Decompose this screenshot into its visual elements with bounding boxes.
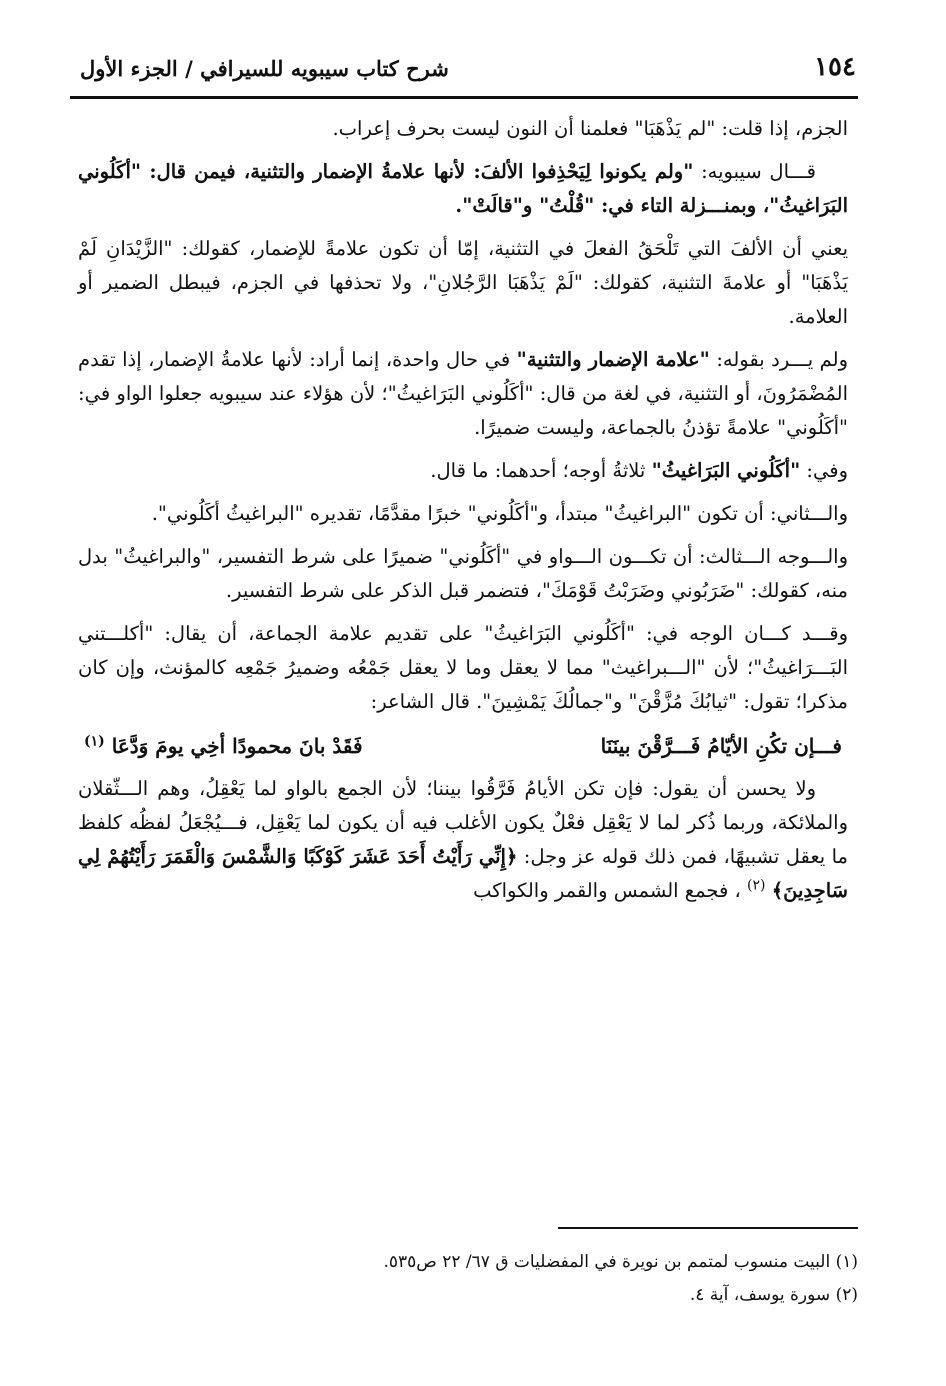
footnote-rule	[558, 1227, 858, 1229]
main-text	[78, 112, 848, 917]
text-run: ثلاثةُ أوجه؛ أحدهما: ما قال.	[430, 459, 652, 482]
verse-first-hemistich: فـــإن تكُنِ الأيّامُ فَـــرَّقْنَ بينَنَا	[600, 734, 842, 758]
paragraph	[78, 454, 848, 488]
quote-intro: قـــال سيبويه:	[693, 160, 816, 183]
page-number: ١٥٤	[814, 52, 856, 82]
header-rule	[70, 96, 858, 99]
running-title: شرح كتاب سيبويه للسيرافي / الجزء الأول	[80, 56, 449, 81]
paragraph: والـــوجه الـــثالث: أن تكـــون الـــواو في "أكَلُوني" ضميرًا على شرط التفسير، "والبراغيثُ" بدل منه، كقولك: "ضَرَبُوني وضَرَبْتُ قَوْمَكَ"، فتضمر قبل الذكر على شرط التفسير.	[78, 545, 848, 602]
paragraph: يعني أن الألفَ التي تَلْحَقُ الفعلَ في التثنية، إمّا أن تكون علامةً للإضمار، كقولك: "الزَّيْدَانِ لَمْ يَذْهَبَا" أو علامةَ التثنية، كقولك: "لَمْ يَذْهَبَا الرَّجُلانِ"، ولا تحذفها في الجزم، فيبطل الضمير أو العلامة.	[78, 237, 848, 328]
footnote-ref-2: (٢)	[747, 877, 766, 894]
paragraph	[78, 772, 848, 908]
verse-text: فَقَدْ بانَ محمودًا أخِي يومَ وَدَّعَا	[111, 734, 363, 758]
footnote-1: (١) البيت منسوب لمتمم بن نويرة في المفضليات ق ٦٧/ ٢٢ ص٥٣٥.	[383, 1252, 858, 1272]
text-run: وفي:	[800, 459, 848, 482]
sibawayh-quote: "ولم يكونوا لِيَحْذِفوا الألفَ: لأنها علامةُ الإضمار والتثنية، فيمن قال: "أكَلُوني البَرَاغيثُ"، وبمنـــزلة التاء في: "قُلْتُ" و"قالَتْ".	[78, 160, 848, 217]
bold-term: "أكَلُوني البَرَاغيثُ"	[651, 459, 801, 482]
footnote-ref-1: (١)	[84, 733, 105, 750]
sibawayh-quote-paragraph	[78, 155, 848, 223]
text-run: ولم يـــرد بقوله:	[709, 348, 848, 371]
paragraph	[78, 343, 848, 445]
text-run: ولا يحسن أن يقول: فإن تكن الأيامُ فَرَّقُوا بيننا؛ لأن الجمع بالواو لما يَعْقِلُ، وهم الـــثّقلان والملائكة، وربما ذُكر لما لا يَعْقِل فعْلٌ يكون الأغلب فيه أن يكون لما يَعْقِل، فـــيُجْعَلُ لفظُه كلفظ ما يعقل تشبيهًا، فمن ذلك قوله عز وجل:	[78, 777, 848, 868]
footnotes	[120, 1246, 858, 1312]
bold-term: "علامة الإضمار والتثنية"	[516, 348, 710, 371]
footnote-2: (٢) سورة يوسف، آية ٤.	[689, 1285, 858, 1305]
quran-quote: ﴿إِنِّي رَأَيْتُ أَحَدَ عَشَرَ كَوْكَبًا وَالشَّمْسَ وَالْقَمَرَ رَأَيْتُهُمْ لِي سَاجِدِينَ﴾	[78, 845, 848, 902]
verse-second-hemistich	[84, 728, 363, 764]
text-run: في حال واحدة، إنما أراد: لأنها علامةُ الإضمار، إذا تقدم المُضْمَرُونَ، أو التثنية، في لغة من قال: "أكَلُوني البَرَاغيثُ"؛ لأن هؤلاء عند سيبويه جعلوا الواو في: "أكَلُوني" علامةً تؤذنُ بالجماعة، وليست ضميرًا.	[78, 348, 848, 439]
paragraph: الجزم، إذا قلت: "لم يَذْهَبَا" فعلمنا أن النون ليست بحرف إعراب.	[332, 117, 848, 140]
paragraph: والـــثاني: أن تكون "البراغيثُ" مبتدأ، و"أكَلُوني" خبرًا مقدَّمًا، تقديره "البراغيثُ أكَلُوني".	[151, 502, 848, 525]
page-header	[70, 46, 858, 94]
poetry-verse	[84, 728, 842, 764]
paragraph: وقـــد كـــان الوجه في: "أكَلُوني البَرَاغيثُ" على تقديم علامة الجماعة، أن يقال: "أكلـــتني البَـــرَاغيثُ"؛ لأن "الـــبراغيث" مما لا يعقل وما لا يعقل جَمْعُه وضميرُ جَمْعِه كالمؤنث، وإن كان مذكرا؛ تقول: "ثيابُكَ مُزَّقْنَ" و"جمالُكَ يَمْشِينَ". قال الشاعر:	[78, 622, 848, 713]
text-run: ، فجمع الشمس والقمر والكواكب	[473, 879, 748, 902]
